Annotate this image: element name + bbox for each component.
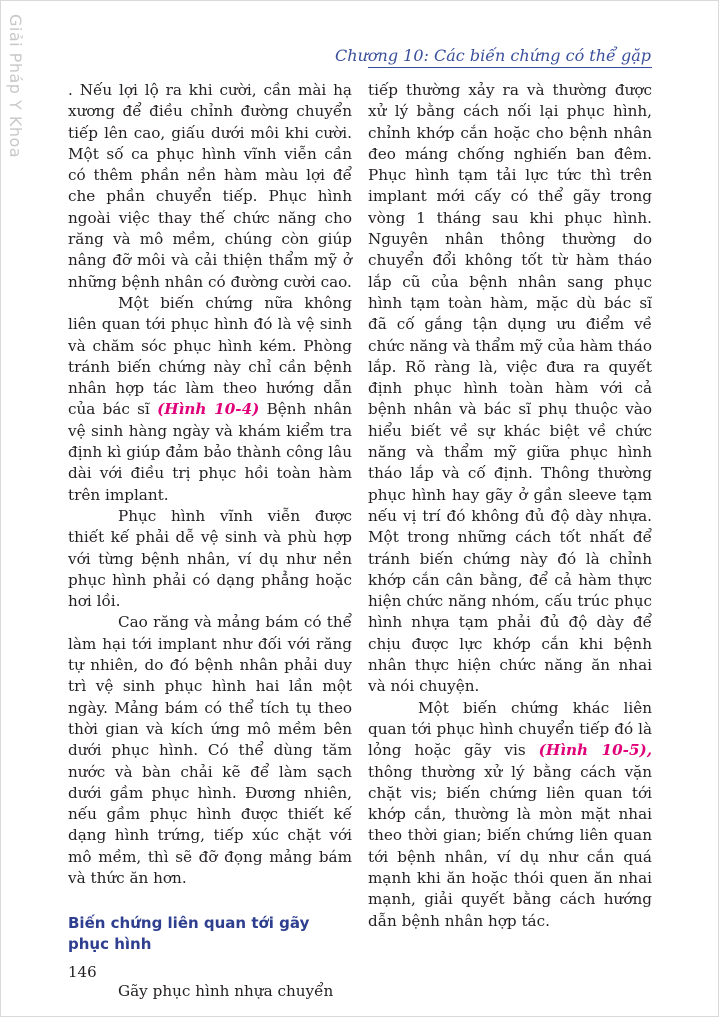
paragraph: Gãy phục hình nhựa chuyển (118, 982, 334, 1001)
paragraph-text: Bệnh nhân vệ sinh hàng ngày và khám kiểm tra định kì giúp đảm bảo thành công lâu dài với điều trị phục hồi toàn hàm trên implant. (68, 400, 353, 504)
chapter-divider (368, 67, 652, 68)
chapter-title: Chương 10: Các biến chứng có thể gặp (335, 46, 651, 65)
paragraph: Cao răng và mảng bám có thể làm hại tới implant như đối với răng tự nhiên, do đó bệnh nhân phải duy trì vệ sinh phục hình hai lần một ngày. Mảng bám có thể tích tụ theo thời gian và kích ứng mô mềm bên dưới phục hình. Có thể dùng tăm nước và bàn chải kẽ để làm sạch dưới gầm phục hình. Đương nhiên, nếu gầm phục hình được thiết kế dạng hình trứng, tiếp xúc chặt với mô mềm, thì sẽ đỡ đọng mảng bám và thức ăn hơn. (68, 613, 352, 887)
side-label: Giải Pháp Y Khoa (6, 14, 25, 159)
paragraph: . Nếu lợi lộ ra khi cười, cần mài hạ xương để điều chỉnh đường chuyển tiếp lên cao, giấu dưới môi khi cười. Một số ca phục hình vĩnh viễn cần có thêm phần nền hàm màu lợi để che phần chuyển tiếp. Phục hình ngoài việc thay thế chức năng cho răng và mô mềm, chúng còn giúp nâng đỡ môi và cải thiện thẩm mỹ ở những bệnh nhân có đường cười cao. (68, 81, 352, 291)
paragraph: Phục hình vĩnh viễn được thiết kế phải dễ vệ sinh và phù hợp với từng bệnh nhân, ví dụ như nền phục hình phải có dạng phẳng hoặc hơi lồi. (68, 506, 352, 611)
figure-reference: (Hình 10-5), (538, 741, 653, 760)
paragraph-text: Một biến chứng nữa không liên quan tới phục hình đó là vệ sinh và chăm sóc phục hình kém. Phòng tránh biến chứng này chỉ cần bệnh nhân hợp tác làm theo hướng dẫn của bác sĩ (68, 293, 352, 419)
left-column (68, 80, 352, 1003)
section-heading: Biến chứng liên quan tới gãy phục hình (68, 914, 310, 954)
paragraph: tiếp thường xảy ra và thường được xử lý bằng cách nối lại phục hình, chỉnh khớp cắn hoặc cho bệnh nhân đeo máng chống nghiến ban đêm. Phục hình tạm tải lực tức thì trên implant mới cấy có thể gãy trong vòng 1 tháng sau khi phục hình. Nguyên nhân thông thường do chuyển đổi không tốt từ hàm tháo lắp cũ của bệnh nhân sang phục hình tạm toàn hàm, mặc dù bác sĩ đã cố gắng tận dụng ưu điểm về chức năng và thẩm mỹ của hàm tháo lắp. Rõ ràng là, việc đưa ra quyết định phục hình toàn hàm với cả bệnh nhân và bác sĩ phụ thuộc vào hiểu biết về sự khác biệt về chức năng và thẩm mỹ giữa phục hình tháo lắp và cố định. Thông thường phục hình hay gãy ở gần sleeve tạm nếu vị trí đó không đủ độ dày nhựa. Một trong những cách tốt nhất để tránh biến chứng này đó là chỉnh khớp cắn cân bằng, để cả hàm thực hiện chức năng nhóm, cấu trúc phục hình nhựa tạm phải đủ độ dày để chịu được lực khớp cắn khi bệnh nhân thực hiện chức năng ăn nhai và nói chuyện. (368, 81, 652, 696)
paragraph-text: thông thường xử lý bằng cách vặn chặt vis; biến chứng liên quan tới khớp cắn, thường là mòn mặt nhai theo thời gian; biến chứng liên quan tới bệnh nhân, ví dụ như cắn quá mạnh khi ăn hoặc thói quen ăn nhai mạnh, giải quyết bằng cách hướng dẫn bệnh nhân hợp tác. (368, 762, 652, 930)
page-number: 146 (68, 963, 97, 981)
right-column (368, 80, 652, 932)
paragraph-text: Một biến chứng khác liên quan tới phục hình chuyển tiếp đó là lỏng hoặc gãy vis (368, 698, 652, 760)
figure-reference: (Hình 10-4) (157, 400, 260, 419)
paragraph (68, 293, 352, 506)
paragraph (368, 698, 652, 932)
